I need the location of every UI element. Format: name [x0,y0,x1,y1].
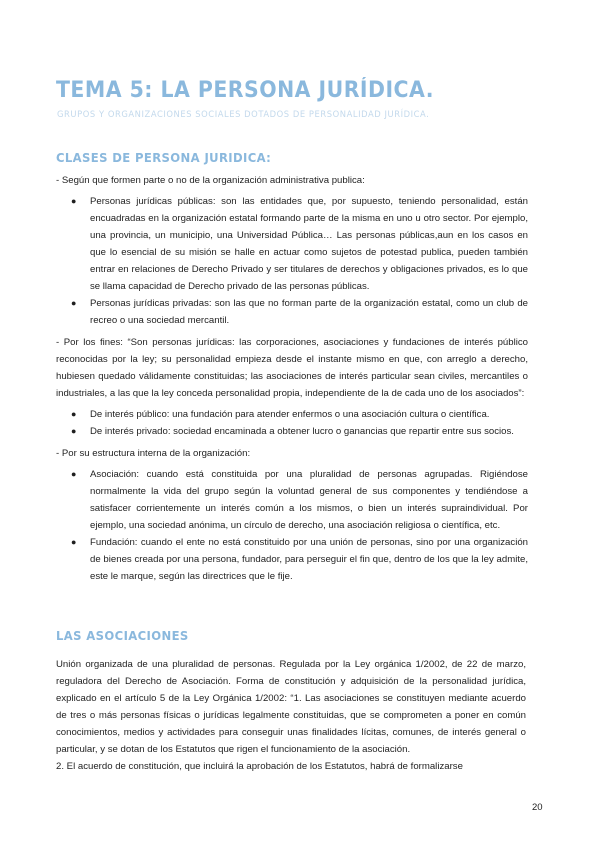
list-item-text: Personas jurídicas privadas: son las que no forman parte de la organización estatal, como un club de recreo o una sociedad mercantil. [90,298,528,326]
list-item-text: Personas jurídicas públicas: son las entidades que, por supuesto, teniendo personalidad, están encuadradas en la organización estatal formando parte de la misma en uno u otro sector. Por ejemplo, una provincia, un municipio, una Universidad Pública… Las personas públicas,aun en los casos en que lo esencial de su misión se halle en actuar como sujetos de potestad publica, pueden también entrar en relaciones de Derecho Privado y ser titulares de derechos y obligaciones privados, es lo que se llama capacidad de Derecho privado de las personas públicas. [90,196,528,292]
list-item-text: De interés privado: sociedad encaminada a obtener lucro o ganancias que repartir entre sus socios. [90,426,514,437]
list-item-text: Asociación: cuando está constituida por una pluralidad de personas agrupadas. Rigiéndose normalmente la vida del grupo según la voluntad general de sus componentes y tendiéndose a satisfacer corrientemente un interés común a los mismos, o bien un interés supraindividual. Por ejemplo, una sociedad anónima, un círculo de derecho, una asociación religiosa o científica, etc. [90,469,528,531]
list-item [71,534,528,585]
list-item [71,295,528,329]
asociaciones-paragraph-continued: 2. El acuerdo de constitución, que incluirá la aprobación de los Estatutos, habrá de formalizarse [56,761,463,772]
bullet-dot-icon: ● [71,537,77,547]
list-item [71,466,528,534]
list-item [71,193,528,295]
bullet-dot-icon: ● [71,469,77,479]
section-heading-asociaciones: LAS ASOCIACIONES [56,628,189,643]
bullet-dot-icon: ● [71,409,77,419]
list-item [71,423,528,440]
page-subtitle: GRUPOS Y ORGANIZACIONES SOCIALES DOTADOS DE PERSONALIDAD JURÍDICA. [57,110,430,120]
bullet-dot-icon: ● [71,196,77,206]
criterion-estructura: - Por su estructura interna de la organización: [56,448,251,459]
criterion-organizacion: - Según que formen parte o no de la organización administrativa publica: [56,175,365,186]
section-heading-clases: CLASES DE PERSONA JURIDICA: [56,150,272,165]
list-item-text: De interés público: una fundación para atender enfermos o una asociación cultura o científica. [90,409,490,420]
criterion-fines: - Por los fines: “Son personas jurídicas: las corporaciones, asociaciones y fundaciones de interés público reconocidas por la ley; su personalidad empieza desde el instante mismo en que, con arreglo a derecho, hubiesen quedado válidamente constituidas; las asociaciones de interés particular sean civiles, mercantiles o industriales, a las que la ley conceda personalidad propia, independiente de la de cada uno de los asociados”: [56,337,528,399]
page-title: TEMA 5: LA PERSONA JURÍDICA. [56,78,434,103]
bullet-list-estructura [56,466,528,585]
bullet-list-fines [56,406,528,440]
asociaciones-body [56,656,526,775]
page-number: 20 [532,802,543,813]
asociaciones-paragraph: Unión organizada de una pluralidad de personas. Regulada por la Ley orgánica 1/2002, de 22 de marzo, reguladora del Derecho de Asociación. Forma de constitución y adquisición de la personalidad jurídica, explicado en el artículo 5 de la Ley Orgánica 1/2002: “1. Las asociaciones se constituyen mediante acuerdo de tres o más personas físicas o jurídicas legalmente constituidas, que se comprometen a poner en común conocimientos, medios y actividades para conseguir unas finalidades lícitas, comunes, de interés general o particular, y se dotan de los Estatutos que rigen el funcionamiento de la asociación. [56,659,526,755]
clases-body [56,172,528,589]
bullet-dot-icon: ● [71,298,77,308]
list-item [71,406,528,423]
list-item-text: Fundación: cuando el ente no está constituido por una unión de personas, sino por una organización de bienes creada por una persona, fundador, para perseguir el fin que, dentro de los que la ley admite, este le marque, según las directrices que le fije. [90,537,528,582]
bullet-dot-icon: ● [71,426,77,436]
bullet-list-organizacion [56,193,528,329]
